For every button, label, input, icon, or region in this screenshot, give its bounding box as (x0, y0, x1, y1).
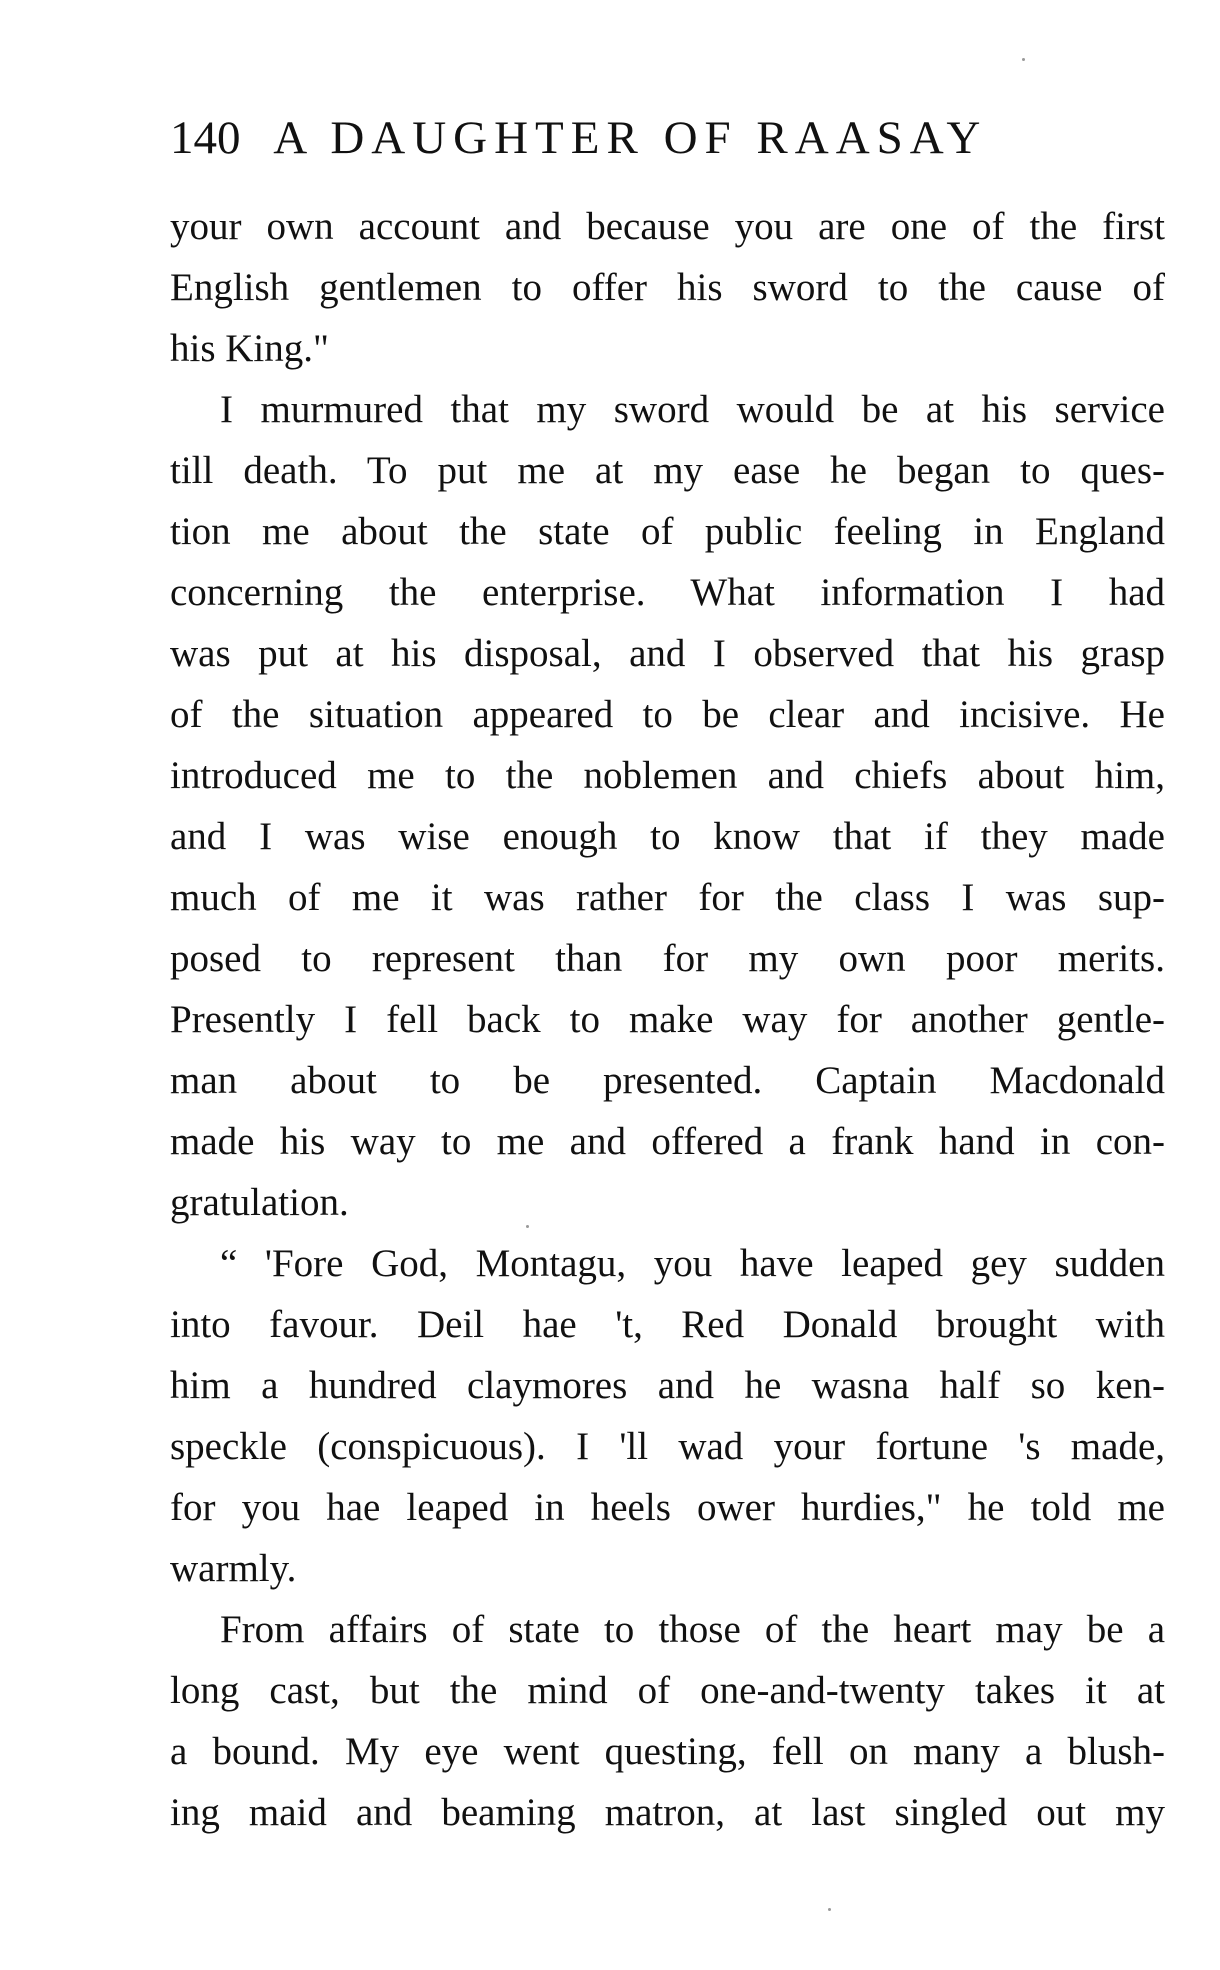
text-line: From affairs of state to those of the heart may be a (220, 1608, 1165, 1651)
paper-speck (526, 1225, 529, 1228)
text-line: till death. To put me at my ease he began to ques- (170, 449, 1165, 492)
body-text (170, 196, 1165, 1843)
text-line: introduced me to the noblemen and chiefs about him, (170, 754, 1165, 797)
text-line: warmly. (170, 1547, 297, 1590)
text-line: Presently I fell back to make way for another gentle- (170, 998, 1165, 1041)
paper-speck (1022, 58, 1025, 61)
text-line: concerning the enterprise. What information I had (170, 571, 1165, 614)
text-line: much of me it was rather for the class I was sup- (170, 876, 1165, 919)
text-line: posed to represent than for my own poor merits. (170, 937, 1165, 980)
text-line: gratulation. (170, 1181, 349, 1224)
page-number: 140 (170, 112, 241, 164)
text-line: English gentlemen to offer his sword to the cause of (170, 266, 1165, 309)
text-line: for you hae leaped in heels ower hurdies," he told me (170, 1486, 1165, 1529)
text-line: his King." (170, 327, 329, 370)
text-line: of the situation appeared to be clear and incisive. He (170, 693, 1165, 736)
running-header (170, 108, 1160, 168)
paper-speck (828, 1908, 831, 1911)
text-line: into favour. Deil hae 't, Red Donald brought with (170, 1303, 1165, 1346)
text-line: a bound. My eye went questing, fell on many a blush- (170, 1730, 1165, 1773)
running-title: A DAUGHTER OF RAASAY (273, 112, 988, 164)
text-line: “ 'Fore God, Montagu, you have leaped gey sudden (220, 1242, 1165, 1285)
text-line: made his way to me and offered a frank hand in con- (170, 1120, 1165, 1163)
text-line: and I was wise enough to know that if they made (170, 815, 1165, 858)
text-line: long cast, but the mind of one-and-twenty takes it at (170, 1669, 1165, 1712)
text-line: ing maid and beaming matron, at last singled out my (170, 1791, 1165, 1834)
text-line: your own account and because you are one of the first (170, 205, 1165, 248)
text-line: was put at his disposal, and I observed that his grasp (170, 632, 1165, 675)
text-line: tion me about the state of public feeling in England (170, 510, 1165, 553)
text-line: speckle (conspicuous). I 'll wad your fortune 's made, (170, 1425, 1165, 1468)
text-line: man about to be presented. Captain Macdonald (170, 1059, 1165, 1102)
text-line: him a hundred claymores and he wasna half so ken- (170, 1364, 1165, 1407)
text-line: I murmured that my sword would be at his service (220, 388, 1165, 431)
